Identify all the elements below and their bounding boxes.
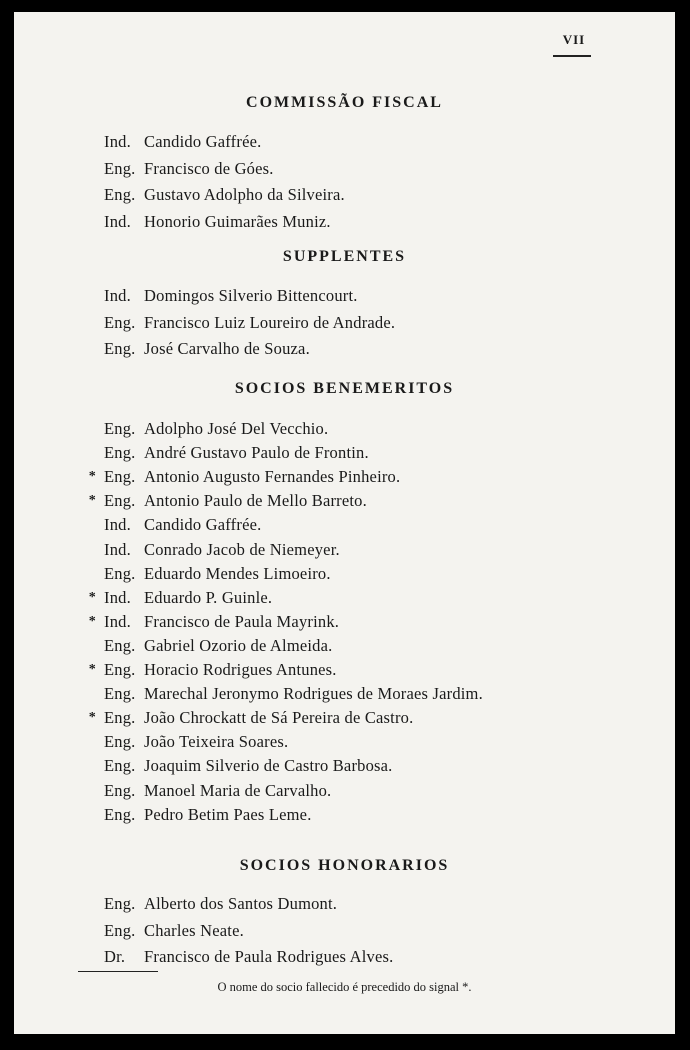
member-name: Domingos Silverio Bittencourt. — [144, 286, 358, 305]
list-item — [14, 706, 675, 730]
deceased-mark: * — [88, 662, 96, 677]
section-heading: SOCIOS HONORARIOS — [239, 857, 450, 874]
list-item — [14, 634, 675, 658]
list-item — [14, 658, 675, 682]
list-item — [14, 682, 675, 706]
member-title: Ind. — [104, 132, 131, 151]
member-name: Antonio Augusto Fernandes Pinheiro. — [144, 467, 401, 487]
member-name: Adolpho José Del Vecchio. — [144, 419, 329, 438]
list-item — [14, 157, 675, 181]
member-title: Eng. — [104, 804, 136, 824]
member-title: Eng. — [104, 467, 136, 487]
deceased-mark: * — [88, 589, 96, 605]
member-name: Joaquim Silverio de Castro Barbosa. — [144, 756, 393, 776]
list-item — [14, 183, 675, 207]
member-name: André Gustavo Paulo de Frontin. — [144, 443, 369, 463]
member-title: Eng. — [104, 635, 136, 655]
member-name: Pedro Betim Paes Leme. — [144, 804, 312, 824]
section-heading: SUPPLENTES — [282, 248, 407, 265]
deceased-mark: * — [88, 493, 96, 509]
member-title: Eng. — [104, 312, 136, 332]
member-title: Ind. — [104, 539, 131, 559]
list-item — [14, 730, 675, 754]
footnote: O nome do socio fallecido é precedido do signal *. — [217, 980, 472, 994]
list-item — [14, 919, 675, 943]
list-item — [14, 754, 675, 778]
member-title: Dr. — [104, 947, 126, 966]
member-name: Gabriel Ozorio de Almeida. — [144, 635, 333, 655]
deceased-mark: * — [88, 710, 96, 726]
member-title: Eng. — [104, 491, 136, 511]
member-title: Ind. — [104, 515, 131, 535]
member-title: Eng. — [104, 563, 136, 583]
list-item — [14, 441, 675, 465]
member-title: Ind. — [104, 211, 131, 231]
member-title: Eng. — [104, 780, 136, 800]
member-name: Antonio Paulo de Mello Barreto. — [144, 491, 367, 511]
section-heading: COMMISSÃO FISCAL — [246, 94, 443, 111]
member-name: João Teixeira Soares. — [144, 732, 289, 752]
member-title: Eng. — [104, 708, 136, 728]
list-item — [14, 130, 675, 154]
list-item — [14, 210, 675, 234]
list-item — [14, 779, 675, 803]
member-name: Candido Gaffrée. — [144, 132, 262, 151]
member-title: Eng. — [104, 185, 136, 204]
list-item — [14, 586, 675, 610]
member-title: Eng. — [104, 732, 136, 752]
member-name: Marechal Jeronymo Rodrigues de Moraes Jardim. — [144, 684, 483, 704]
list-item — [14, 311, 675, 335]
member-title: Eng. — [104, 443, 136, 463]
footnote-rule — [78, 971, 158, 972]
member-name: Francisco Luiz Loureiro de Andrade. — [144, 312, 396, 332]
page-number-rule — [553, 55, 591, 57]
member-name: Horacio Rodrigues Antunes. — [144, 660, 337, 679]
member-title: Eng. — [104, 660, 136, 679]
member-name: Conrado Jacob de Niemeyer. — [144, 539, 340, 559]
list-item — [14, 465, 675, 489]
list-item — [14, 538, 675, 562]
member-title: Eng. — [104, 756, 136, 776]
list-item — [14, 945, 675, 969]
page-number: VII — [562, 32, 586, 47]
member-name: Francisco de Paula Mayrink. — [144, 611, 340, 631]
deceased-mark: * — [88, 469, 96, 485]
member-title: Eng. — [104, 684, 136, 704]
list-item — [14, 489, 675, 513]
member-name: Gustavo Adolpho da Silveira. — [144, 185, 345, 204]
member-title: Ind. — [104, 286, 131, 305]
member-title: Eng. — [104, 158, 136, 178]
member-name: Eduardo Mendes Limoeiro. — [144, 563, 331, 583]
list-item — [14, 417, 675, 441]
member-title: Eng. — [104, 894, 136, 913]
member-name: João Chrockatt de Sá Pereira de Castro. — [144, 708, 414, 728]
list-item — [14, 892, 675, 916]
member-name: Honorio Guimarães Muniz. — [144, 211, 331, 231]
document-page — [14, 12, 675, 1034]
list-item — [14, 610, 675, 634]
list-item — [14, 513, 675, 537]
list-item — [14, 803, 675, 827]
member-title: Eng. — [104, 339, 136, 358]
list-item — [14, 337, 675, 361]
member-name: Francisco de Góes. — [144, 158, 274, 178]
member-title: Eng. — [104, 419, 136, 438]
member-title: Ind. — [104, 587, 131, 607]
deceased-mark: * — [88, 613, 96, 629]
member-title: Eng. — [104, 920, 136, 940]
member-name: Francisco de Paula Rodrigues Alves. — [144, 947, 394, 966]
member-name: Charles Neate. — [144, 920, 244, 940]
member-name: Eduardo P. Guinle. — [144, 587, 273, 607]
member-name: Candido Gaffrée. — [144, 515, 262, 535]
member-name: Manoel Maria de Carvalho. — [144, 780, 332, 800]
member-name: José Carvalho de Souza. — [144, 339, 310, 358]
member-title: Ind. — [104, 611, 131, 631]
section-heading: SOCIOS BENEMERITOS — [234, 380, 455, 397]
list-item — [14, 562, 675, 586]
member-name: Alberto dos Santos Dumont. — [144, 894, 338, 913]
list-item — [14, 284, 675, 308]
